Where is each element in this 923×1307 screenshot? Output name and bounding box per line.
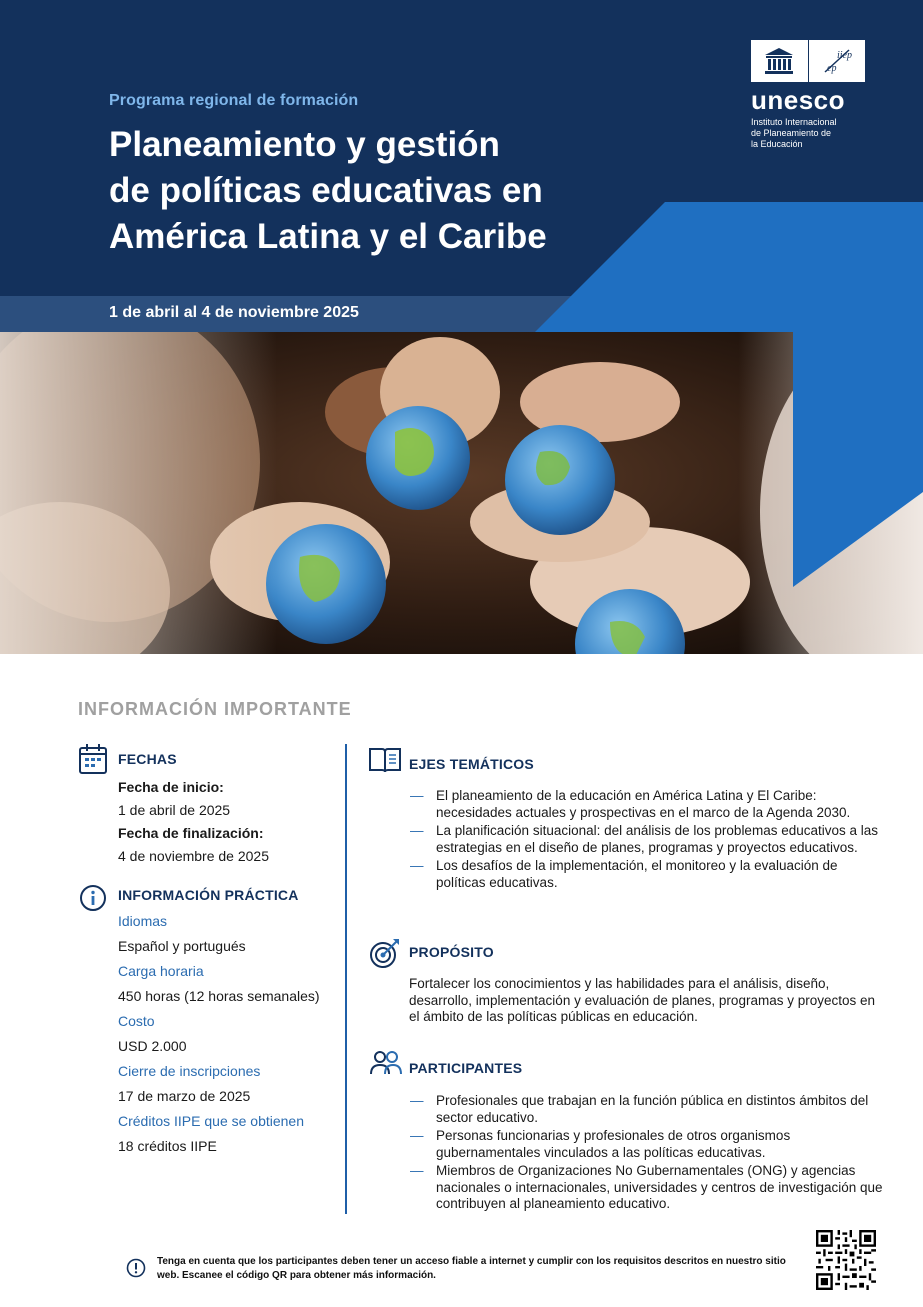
program-subtitle: Programa regional de formación: [109, 92, 359, 109]
participantes-heading: PARTICIPANTES: [409, 1060, 523, 1076]
calendar-icon: [78, 743, 108, 775]
end-date-value: 4 de noviembre de 2025: [118, 848, 269, 864]
globes-in-hands-photo: [0, 332, 923, 654]
target-icon: [369, 937, 401, 969]
info-value: Español y portugués: [118, 938, 246, 954]
logo-sub-line: de Planeamiento de: [751, 128, 832, 138]
ejes-heading: EJES TEMÁTICOS: [409, 756, 534, 772]
svg-text:ep: ep: [826, 63, 837, 74]
list-item: — Profesionales que trabajan en la función pública en distintos ámbitos del sector educativo.: [410, 1093, 890, 1126]
info-label: Cierre de inscripciones: [118, 1063, 261, 1079]
logo-sub-line: Instituto Internacional: [751, 117, 837, 127]
people-icon: [369, 1050, 403, 1076]
list-item: — Miembros de Organizaciones No Gubernamentales (ONG) y agencias nacionales o internacionales, universidades y centros de investigación que contribuyen al planeamiento educativo.: [410, 1163, 890, 1213]
unesco-wordmark: unesco: [751, 85, 846, 115]
info-label: Carga horaria: [118, 963, 204, 979]
fechas-heading: FECHAS: [118, 751, 177, 767]
list-item: — Personas funcionarias y profesionales de otros organismos gubernamentales vinculados a las políticas educativas.: [410, 1128, 890, 1161]
column-divider: [345, 744, 347, 1214]
ejes-list: [410, 788, 890, 893]
title-line: América Latina y el Caribe: [109, 217, 547, 256]
title-line: Planeamiento y gestión: [109, 125, 500, 164]
info-practica-block: [118, 909, 320, 1159]
start-date-value: 1 de abril de 2025: [118, 802, 231, 818]
proposito-heading: PROPÓSITO: [409, 944, 494, 960]
program-dates: 1 de abril al 4 de noviembre 2025: [109, 304, 359, 321]
logo-sub-line: la Educación: [751, 139, 803, 149]
info-practica-heading: INFORMACIÓN PRÁCTICA: [118, 887, 299, 903]
unesco-iiep-logo: [751, 40, 871, 150]
info-label: Costo: [118, 1013, 155, 1029]
end-date-label: Fecha de finalización:: [118, 825, 264, 841]
logo-emblems: [751, 40, 865, 82]
footer-note: Tenga en cuenta que los participantes deben tener un acceso fiable a internet y cumplir con los requisitos descritos en nuestro sitio web. Escanee el código QR para obtener más información.: [157, 1256, 786, 1281]
info-value: 18 créditos IIPE: [118, 1138, 217, 1154]
fechas-block: [118, 776, 269, 868]
info-value: 450 horas (12 horas semanales): [118, 988, 320, 1004]
unesco-temple-icon: [751, 40, 808, 82]
section-title: INFORMACIÓN IMPORTANTE: [78, 699, 352, 719]
book-icon: [368, 746, 402, 774]
qr-code-icon[interactable]: [816, 1230, 876, 1290]
list-item: — La planificación situacional: del análisis de los problemas educativos a las estrategias en el diseño de planes, programas y proyectos educativos.: [410, 823, 890, 856]
info-value: USD 2.000: [118, 1038, 187, 1054]
alert-icon: [126, 1258, 146, 1278]
title-line: de políticas educativas en: [109, 171, 543, 210]
iiep-emblem-icon: [808, 40, 866, 82]
info-label: Créditos IIPE que se obtienen: [118, 1113, 305, 1129]
proposito-text: Fortalecer los conocimientos y las habilidades para el análisis, diseño, desarrollo, implementación y evaluación de planes, programas y proyectos en el ámbito de las políticas públicas en educación.: [409, 976, 876, 1024]
svg-text:iiep: iiep: [836, 50, 852, 61]
iiep-name: [751, 117, 871, 150]
list-item: — El planeamiento de la educación en América Latina y El Caribe: necesidades actuales y prospectivas en el marco de la Agenda 2030.: [410, 788, 890, 821]
info-value: 17 de marzo de 2025: [118, 1088, 251, 1104]
info-label: Idiomas: [118, 913, 168, 929]
header-banner: [0, 0, 923, 332]
info-icon: [79, 884, 107, 912]
participantes-list: [410, 1093, 890, 1215]
page-title: [109, 122, 669, 260]
list-item: — Los desafíos de la implementación, el monitoreo y la evaluación de políticas educativas.: [410, 858, 890, 891]
start-date-label: Fecha de inicio:: [118, 779, 224, 795]
